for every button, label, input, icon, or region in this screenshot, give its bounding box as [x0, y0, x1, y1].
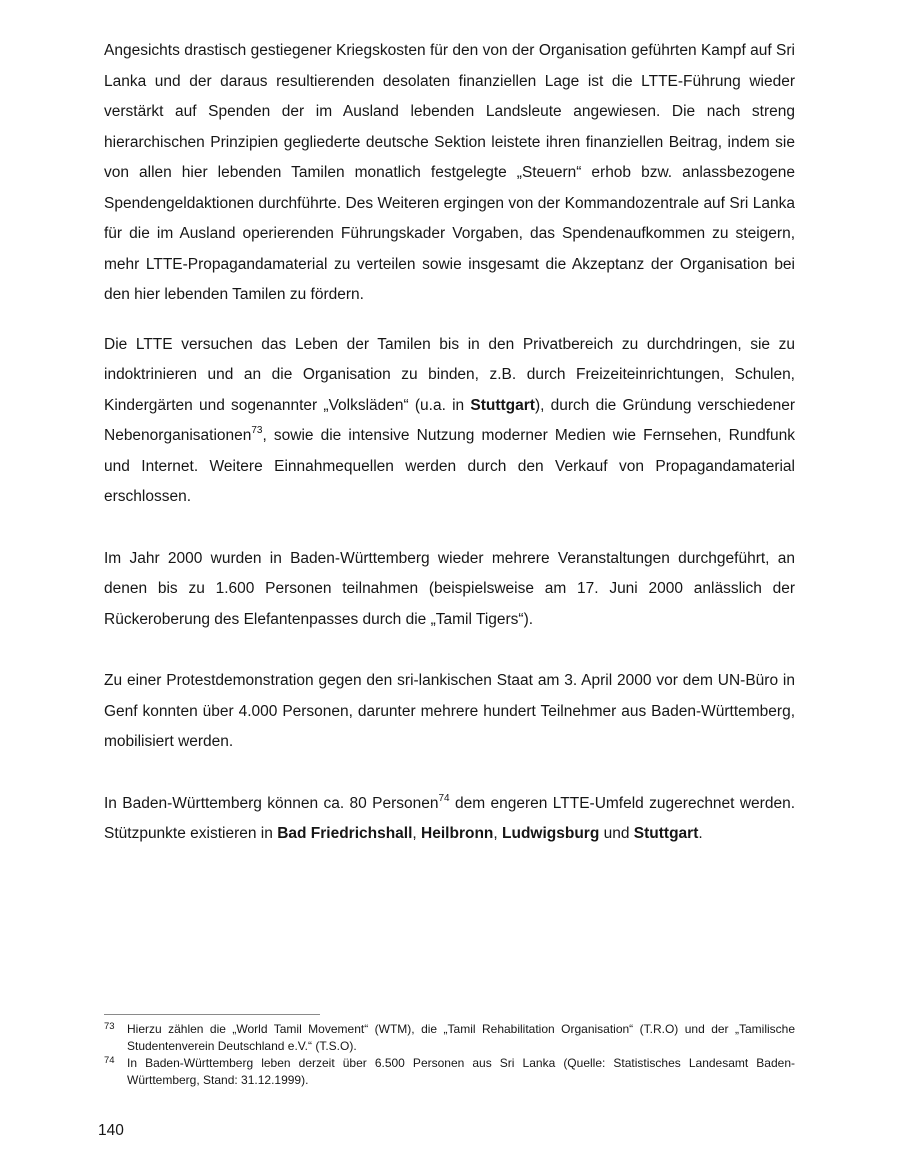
emphasis-text: Stuttgart — [633, 825, 699, 842]
text-run: Im Jahr 2000 wurden in Baden-Württemberg wieder mehrere Veranstaltungen durchgeführt, an denen bis zu 1.600 Personen teilnahmen (beispielsweise am 17. Juni 2000 anlässlich der Rückeroberung des Elefantenpasses durch die „Tamil Tigers“). — [104, 549, 795, 628]
emphasis-text: Ludwigsburg — [502, 825, 600, 842]
text-run: . — [698, 825, 703, 842]
emphasis-text: Stuttgart — [470, 396, 535, 414]
text-run: In Baden-Württemberg können ca. 80 Personen — [104, 794, 439, 812]
text-run: Angesichts drastisch gestiegener Kriegskosten für den von der Organisation geführten Kampf auf Sri Lanka und der daraus resultierenden desolaten finanziellen Lage ist die LTTE-Führung wieder verstärkt auf Spenden der im Ausland lebenden Landsleute angewiesen. Die nach streng hierarchischen Prinzipien gegliederte deutsche Sektion leistete ihren finanziellen Beitrag, indem sie von allen hier lebenden Tamilen monatlich festgelegte „Steuern“ erhob bzw. anlassbezogene Spendengeldaktionen durchführte. Des Weiteren ergingen von der Kommandozentrale auf Sri Lanka für die im Ausland operierenden Führungskader Vorgaben, das Spendenaufkommen zu steigern, mehr LTTE-Propagandamaterial zu verteilen sowie insgesamt die Akzeptanz der Organisation bei den hier lebenden Tamilen zu fördern. — [104, 42, 795, 303]
footnote-73: $^{73}$ Hierzu zählen die „World Tamil Movement“ (WTM), die „Tamil Rehabilitation Organisation“ (T.R.O) und der „Tamilische Studentenverein Deutschland e.V.“ (T.S.O). — [104, 1021, 795, 1053]
footnote-separator-line — [104, 1014, 320, 1015]
paragraph-finances — [104, 36, 795, 311]
footnote-section — [104, 1014, 795, 1089]
footnote-73-text: Hierzu zählen die „World Tamil Movement“ (WTM), die „Tamil Rehabilitation Organisation“ (T.R.O) und der „Tamilische Studentenverein Deutschland e.V.“ (T.S.O). — [127, 1022, 795, 1053]
footnote-reference: 74 — [438, 792, 450, 804]
text-run: , — [412, 825, 422, 842]
text-run: , sowie die intensive Nutzung moderner Medien wie Fernsehen, Rundfunk und Internet. Weitere Einnahmequellen werden durch den Verkauf von Propagandamaterial erschlossen. — [104, 427, 795, 505]
text-run: Die LTTE versuchen das Leben der Tamilen bis in den Privatbereich zu durchdringen, sie zu indoktrinieren und an die Organisation zu binden, z.B. durch Freizeiteinrichtungen, Schulen, Kindergärten und sogenannter „Volksläden“ (u.a. in — [104, 335, 795, 414]
page-number: 140 — [98, 1122, 124, 1139]
text-run: und — [599, 825, 634, 842]
text-run: ), durch die Gründung verschiedener Nebenorganisationen — [104, 396, 796, 444]
emphasis-text: Bad Friedrichshall — [277, 825, 413, 842]
footnote-74-text: In Baden-Württemberg leben derzeit über 6.500 Personen aus Sri Lanka (Quelle: Statistisches Landesamt Baden-Württemberg, Stand: 31.12.1999). — [127, 1056, 795, 1087]
footnote-74: $^{74}$ In Baden-Württemberg leben derzeit über 6.500 Personen aus Sri Lanka (Quelle: Statistisches Landesamt Baden-Württemberg, Stand: 31.12.1999). — [104, 1055, 795, 1087]
paragraph-strongholds — [104, 789, 795, 850]
paragraph-demonstration — [104, 666, 795, 758]
footnote-reference: 73 — [251, 425, 263, 436]
text-run: , — [493, 825, 503, 842]
text-run: Zu einer Protestdemonstration gegen den sri-lankischen Staat am 3. April 2000 vor dem UN-Büro in Genf konnten über 4.000 Personen, darunter mehrere hundert Teilnehmer aus Baden-Württemberg, mobilisiert werden. — [104, 672, 795, 750]
emphasis-text: Heilbronn — [421, 825, 494, 842]
body-text — [104, 36, 795, 850]
paragraph-events — [104, 544, 795, 636]
paragraph-influence — [104, 330, 795, 513]
text-run: dem engeren LTTE-Umfeld zugerechnet werden. Stützpunkte existieren in — [104, 794, 796, 842]
